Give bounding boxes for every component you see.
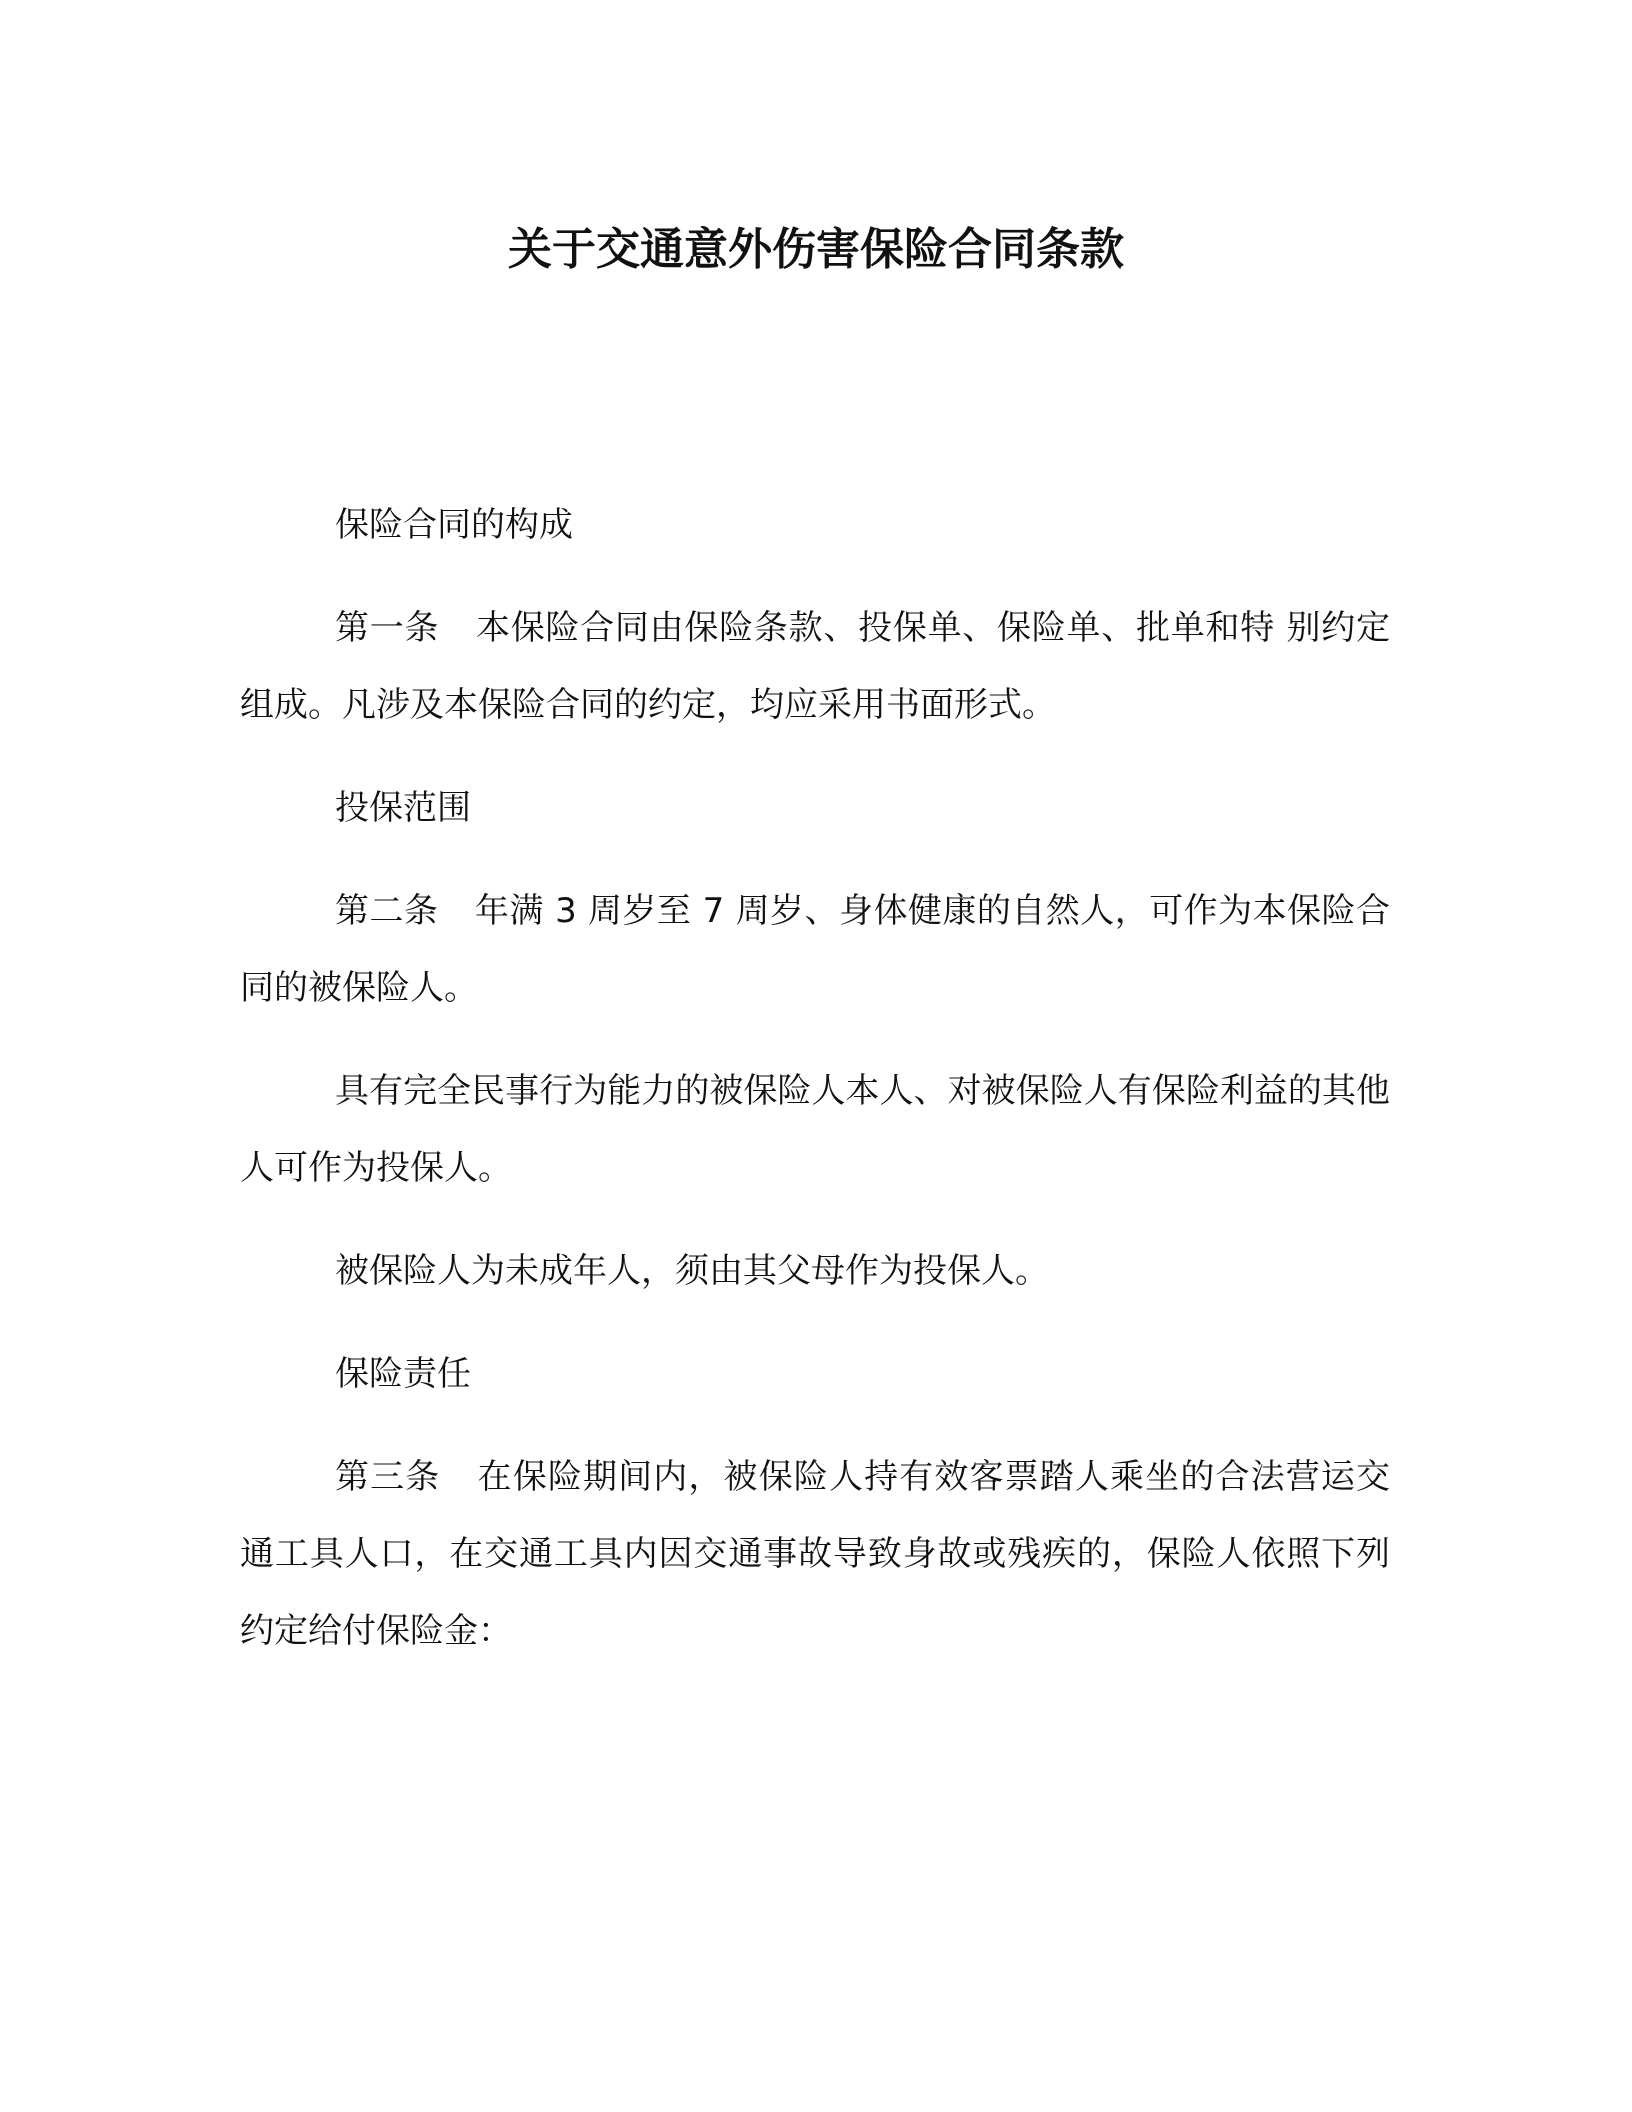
article-paragraph [240,590,1390,744]
section-heading: 投保范围 [335,788,471,828]
section-heading: 保险合同的构成 [335,505,573,545]
article-number: 第二条 [335,891,439,931]
body-paragraph: 具有完全民事行为能力的被保险人本人、对被保险人有保险利益的其他人可作为投保人。 [240,1071,1390,1188]
document-title: 关于交通意外伤害保险合同条款 [508,224,1124,275]
article-number: 第一条 [335,608,440,648]
section-heading: 保险责任 [335,1354,471,1394]
article-text: 本保险合同由保险条款、投保单、保险单、批单和特 别约定组成。凡涉及本保险合同的约定，均应采用书面形式。 [240,608,1390,725]
article-paragraph [240,1439,1390,1670]
body-paragraph: 被保险人为未成年人，须由其父母作为投保人。 [335,1251,1049,1291]
document-body [240,487,1390,1696]
article-number: 第三条 [335,1457,441,1497]
article-text: 年满 3 周岁至 7 周岁、身体健康的自然人，可作为本保险合同的被保险人。 [240,891,1390,1008]
article-text: 在保险期间内，被保险人持有效客票踏人乘坐的合法营运交通工具人口，在交通工具内因交通事故导致身故或残疾的，保险人依照下列约定给付保险金： [240,1457,1391,1651]
article-paragraph [240,873,1390,1027]
